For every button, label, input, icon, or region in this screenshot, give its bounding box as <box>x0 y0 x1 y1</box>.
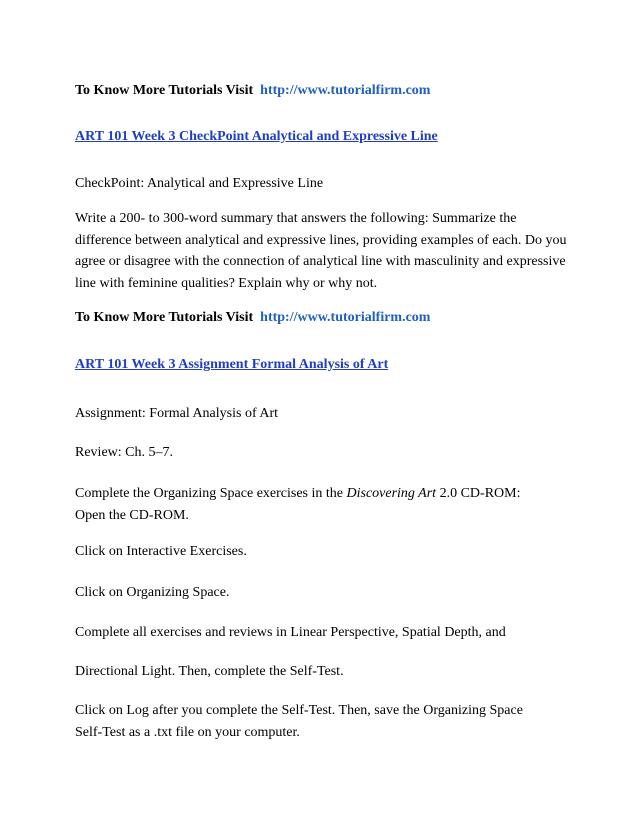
section2-complete-organizing <box>75 483 575 526</box>
section1-body: Write a 200- to 300-word summary that answers the following: Summarize the difference between analytical and expressive lines, providing examples of each. Do you agree or disagree with the connection of analytical line with masculinity and expressive line with feminine qualities? Explain why or why not. <box>75 211 567 291</box>
promo-link-1[interactable]: http://www.tutorialfirm.com <box>260 83 431 98</box>
section2-review: Review: Ch. 5–7. <box>75 445 173 460</box>
section2-directional: Directional Light. Then, complete the Self-Test. <box>75 664 344 679</box>
open-cd-rom-text: Open the CD-ROM. <box>75 507 189 523</box>
heading-assignment[interactable]: ART 101 Week 3 Assignment Formal Analysis of Art <box>75 357 389 372</box>
promo-label-2: To Know More Tutorials Visit <box>75 310 254 325</box>
promo-line-1 <box>75 80 575 102</box>
promo-line-2 <box>75 307 575 329</box>
heading-checkpoint[interactable]: ART 101 Week 3 CheckPoint Analytical and Expressive Line <box>75 129 438 144</box>
promo-label-1: To Know More Tutorials Visit <box>75 83 254 98</box>
section2-title: Assignment: Formal Analysis of Art <box>75 406 278 421</box>
log-line-2: Self-Test as a .txt file on your computer. <box>75 724 300 740</box>
discovering-art-title: Discovering Art <box>346 486 437 501</box>
section2-organizing: Click on Organizing Space. <box>75 585 230 600</box>
promo-link-2[interactable]: http://www.tutorialfirm.com <box>260 310 431 325</box>
section2-interactive: Click on Interactive Exercises. <box>75 544 247 559</box>
section2-complete-all: Complete all exercises and reviews in Linear Perspective, Spatial Depth, and <box>75 625 506 640</box>
log-line-1: Click on Log after you complete the Self-Test. Then, save the Organizing Space <box>75 703 523 718</box>
section1-title: CheckPoint: Analytical and Expressive Line <box>75 176 324 191</box>
section2-log <box>75 700 575 743</box>
complete-post-text: 2.0 CD-ROM: <box>439 486 521 501</box>
complete-pre-text: Complete the Organizing Space exercises in the <box>75 486 343 501</box>
